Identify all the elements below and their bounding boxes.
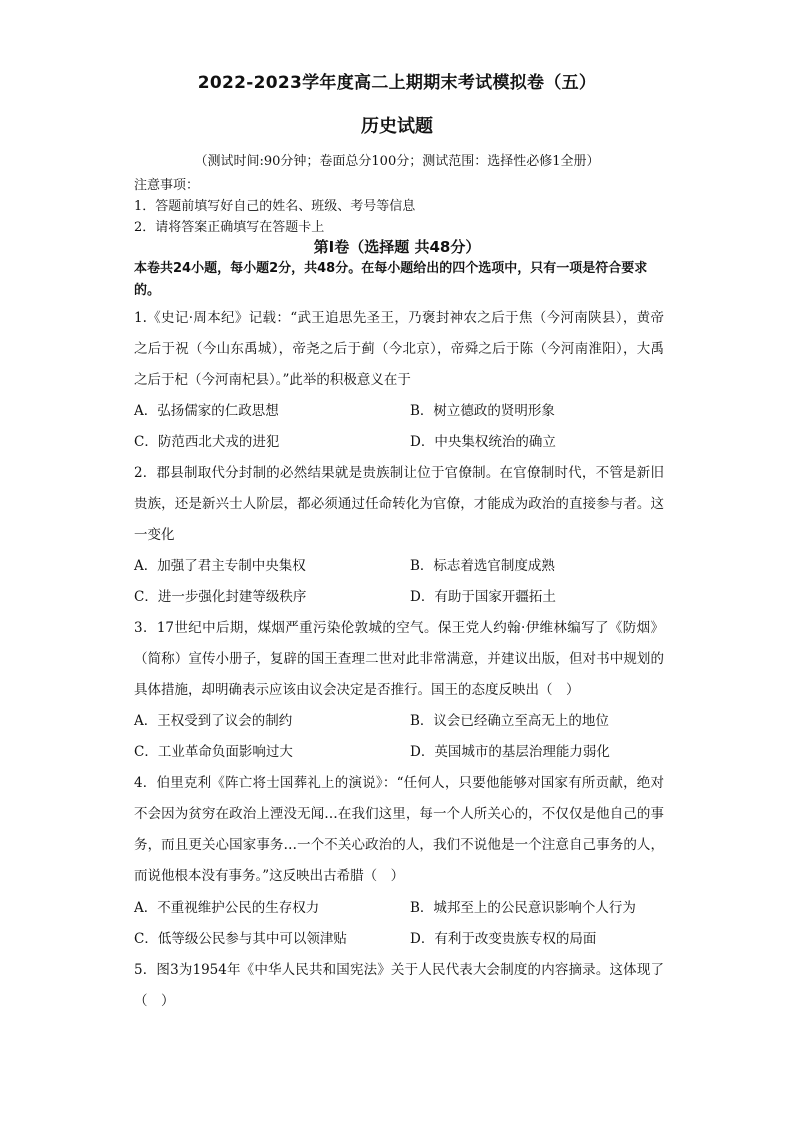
option-d[interactable]: D．英国城市的基层治理能力弱化 bbox=[410, 744, 610, 760]
exam-info: （测试时间:90分钟；卷面总分100分；测试范围：选择性必修1全册） bbox=[194, 154, 600, 169]
exam-title: 2022-2023学年度高二上期期末考试模拟卷（五） bbox=[197, 73, 597, 93]
option-b[interactable]: B．议会已经确立至高无上的地位 bbox=[410, 713, 609, 729]
option-b[interactable]: B．树立德政的贤明形象 bbox=[410, 403, 555, 419]
option-c[interactable]: C．进一步强化封建等级秩序 bbox=[134, 589, 307, 605]
option-a[interactable]: A．不重视维护公民的生存权力 bbox=[134, 900, 320, 916]
notes-item: 1．答题前填写好自己的姓名、班级、考号等信息 bbox=[134, 199, 416, 214]
notes-item: 2．请将答案正确填写在答题卡上 bbox=[134, 220, 325, 235]
option-d[interactable]: D．有利于改变贵族专权的局面 bbox=[410, 931, 597, 947]
question-5-stem: 5．图3为1954年《中华人民共和国宪法》关于人民代表大会制度的内容摘录。这体现了（ ） bbox=[134, 962, 664, 1009]
option-a[interactable]: A．加强了君主专制中央集权 bbox=[134, 558, 306, 574]
option-d[interactable]: D．中央集权统治的确立 bbox=[410, 434, 556, 450]
option-c[interactable]: C．防范西北犬戎的进犯 bbox=[134, 434, 280, 450]
question-1-stem: 1.《史记·周本纪》记载：“武王追思先圣王，乃褒封神农之后于焦（今河南陕县），黄帝之后于祝（今山东禹城），帝尧之后于蓟（今北京），帝舜之后于陈（今河南淮阳），大禹之后于杞（今河南杞县）。”此举的积极意义在于 bbox=[134, 310, 664, 388]
section-instruction: 本卷共24小题，每小题2分，共48分。在每小题给出的四个选项中，只有一项是符合要求的。 bbox=[134, 261, 648, 298]
option-a[interactable]: A．王权受到了议会的制约 bbox=[134, 713, 293, 729]
notes-block bbox=[134, 175, 415, 238]
option-b[interactable]: B．城邦至上的公民意识影响个人行为 bbox=[410, 900, 636, 916]
option-c[interactable]: C．工业革命负面影响过大 bbox=[134, 744, 293, 760]
option-a[interactable]: A．弘扬儒家的仁政思想 bbox=[134, 403, 279, 419]
subject-title: 历史试题 bbox=[361, 116, 433, 137]
option-d[interactable]: D．有助于国家开疆拓土 bbox=[410, 589, 556, 605]
option-c[interactable]: C．低等级公民参与其中可以领津贴 bbox=[134, 931, 347, 947]
notes-heading: 注意事项： bbox=[134, 178, 200, 193]
section-title: 第I卷（选择题 共48分） bbox=[313, 238, 481, 256]
question-3-stem: 3．17世纪中后期，煤烟严重污染伦敦城的空气。保王党人约翰·伊维林编写了《防烟》（简称）宣传小册子，复辟的国王查理二世对此非常满意，并建议出版，但对书中规划的具体措施，却明确表示应该由议会决定是否推行。国王的态度反映出（ ） bbox=[134, 620, 664, 698]
question-2-stem: 2．郡县制取代分封制的必然结果就是贵族制让位于官僚制。在官僚制时代，不管是新旧贵族，还是新兴士人阶层，都必须通过任命转化为官僚，才能成为政治的直接参与者。这一变化 bbox=[134, 465, 664, 543]
question-4-stem: 4．伯里克利《阵亡将士国葬礼上的演说》：“任何人，只要他能够对国家有所贡献，绝对不会因为贫穷在政治上湮没无闻…在我们这里，每一个人所关心的，不仅仅是他自己的事务，而且更关心国家事务…一个不关心政治的人，我们不说他是一个注意自己事务的人，而说他根本没有事务。”这反映出古希腊（ ） bbox=[134, 775, 664, 884]
option-b[interactable]: B．标志着选官制度成熟 bbox=[410, 558, 555, 574]
